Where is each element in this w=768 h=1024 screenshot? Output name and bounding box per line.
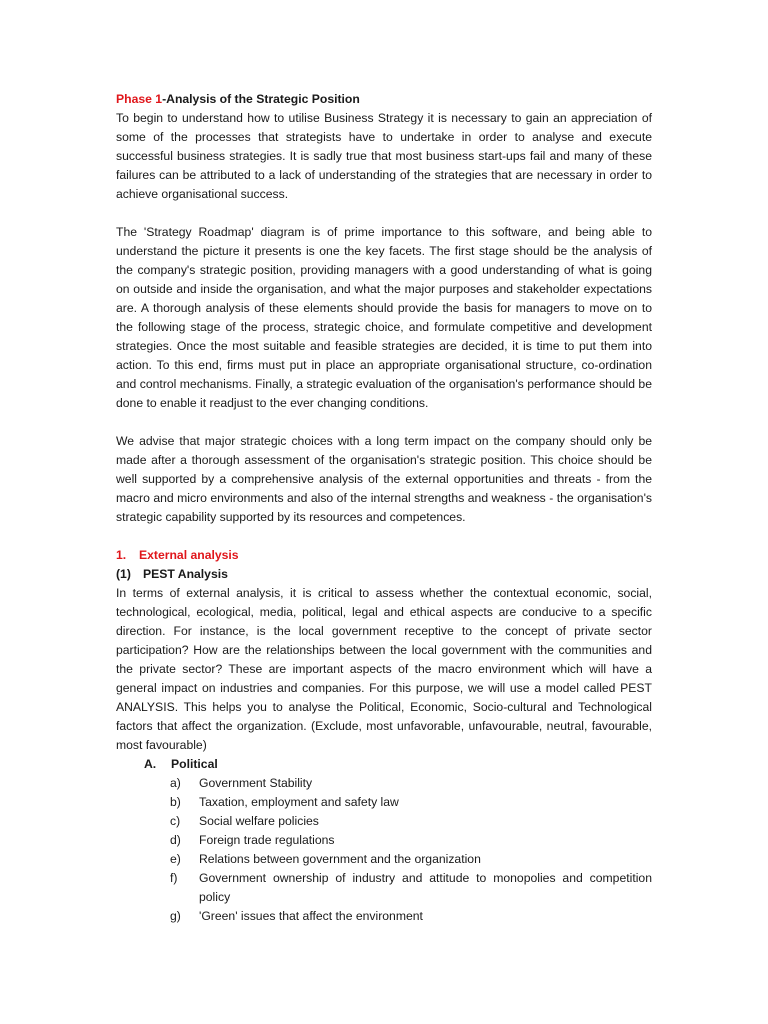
- political-heading: [144, 755, 652, 774]
- intro-paragraph: To begin to understand how to utilise Business Strategy it is necessary to gain an appreciation of some of the processes that strategists have to undertake in order to analyse and execute successful business strategies. It is sadly true that most business start-ups fail and many of these failures can be attributed to a lack of understanding of the strategies that are necessary in order to achieve organisational success.: [116, 111, 652, 201]
- list-item-letter: f): [170, 871, 178, 885]
- list-item-letter: g): [170, 909, 181, 923]
- section-title: External analysis: [139, 548, 239, 562]
- document-page: [116, 90, 652, 926]
- pest-paragraph: In terms of external analysis, it is critical to assess whether the contextual economic, social, technological, ecological, media, political, legal and ethical aspects are conducive to a specific direction. For instance, is the local government receptive to the concept of private sector participation? How are the relationships between the local government with the communities and the private sector? These are important aspects of the macro environment which will have a general impact on industries and companies. For this purpose, we will use a model called PEST ANALYSIS. This helps you to analyse the Political, Economic, Socio-cultural and Technological factors that affect the organization. (Exclude, most unfavorable, unfavourable, neutral, favourable, most favourable): [116, 586, 652, 752]
- phase-heading: [116, 90, 652, 109]
- phase-label: Phase 1: [116, 92, 163, 106]
- roadmap-paragraph: The 'Strategy Roadmap' diagram is of prime importance to this software, and being able to understand the picture it presents is one the key facets. The first stage should be the analysis of the company's strategic position, providing managers with a good understanding of what is going on outside and inside the organisation, and what the major purposes and stakeholder expectations are. A thorough analysis of these elements should provide the basis for managers to move on to the following stage of the process, strategic choice, and formulate competitive and development strategies. Once the most suitable and feasible strategies are decided, it is time to put them into action. To this end, firms must put in place an appropriate organisational structure, co-ordination and control mechanisms. Finally, a strategic evaluation of the organisation's performance should be done to enable it readjust to the ever changing conditions.: [116, 225, 652, 410]
- phase-title: -Analysis of the Strategic Position: [162, 92, 360, 106]
- list-item-text: Government ownership of industry and attitude to monopolies and competition policy: [199, 871, 652, 904]
- political-factors-list: [116, 774, 652, 926]
- section-heading-external-analysis: [116, 546, 652, 565]
- list-item-letter: c): [170, 814, 181, 828]
- subsection-heading-pest: [116, 565, 652, 584]
- subsection-number: (1): [116, 567, 131, 581]
- list-item-letter: d): [170, 833, 181, 847]
- list-item-letter: e): [170, 852, 181, 866]
- subsection-title: PEST Analysis: [143, 567, 228, 581]
- political-title: Political: [171, 757, 218, 771]
- list-item: [116, 907, 652, 926]
- list-item-text: Social welfare policies: [199, 814, 319, 828]
- political-number: A.: [144, 757, 157, 771]
- list-item-text: Government Stability: [199, 776, 313, 790]
- list-item: [116, 831, 652, 850]
- section-number: 1.: [116, 548, 127, 562]
- list-item-text: Foreign trade regulations: [199, 833, 335, 847]
- list-item-text: 'Green' issues that affect the environment: [199, 909, 423, 923]
- list-item: [116, 812, 652, 831]
- list-item: [116, 774, 652, 793]
- list-item: [116, 869, 652, 907]
- advice-paragraph: We advise that major strategic choices with a long term impact on the company should only be made after a thorough assessment of the organisation's strategic position. This choice should be well supported by a comprehensive analysis of the external opportunities and threats - from the macro and micro environments and also of the internal strengths and weakness - the organisation's strategic capability supported by its resources and competences.: [116, 434, 652, 524]
- list-item-letter: b): [170, 795, 181, 809]
- list-item: [116, 793, 652, 812]
- list-item-letter: a): [170, 776, 181, 790]
- list-item-text: Relations between government and the organization: [199, 852, 481, 866]
- list-item: [116, 850, 652, 869]
- list-item-text: Taxation, employment and safety law: [199, 795, 399, 809]
